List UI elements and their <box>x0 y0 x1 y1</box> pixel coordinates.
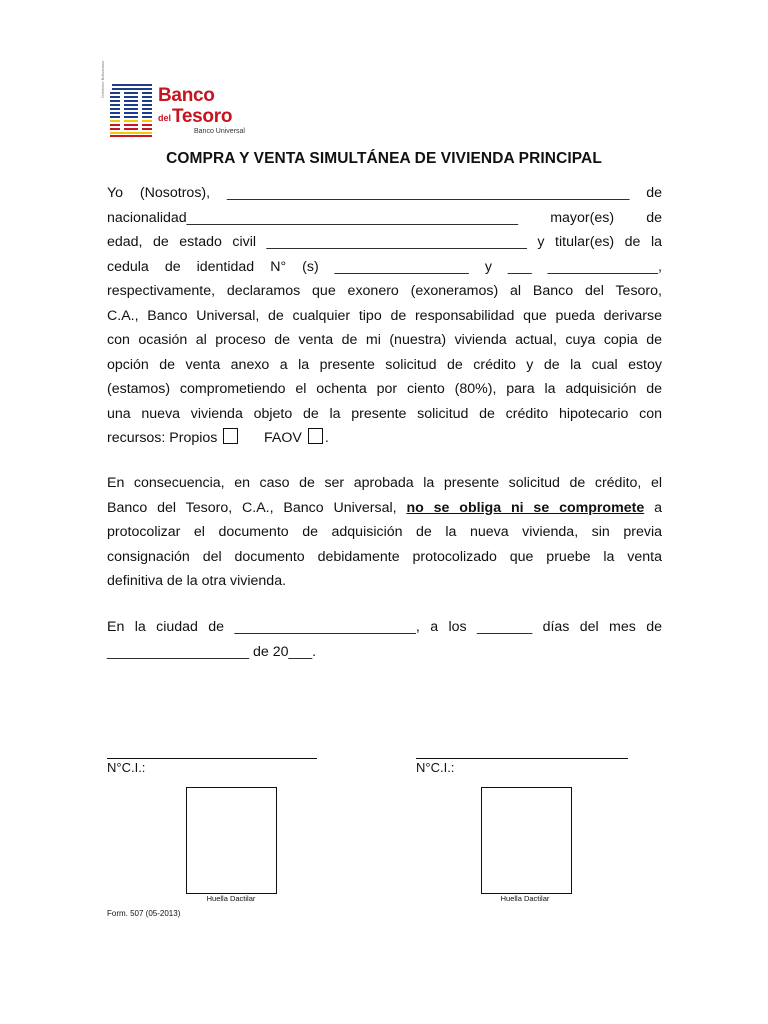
logo-tesoro: Tesoro <box>172 106 233 127</box>
fingerprint-label-right: Huella Dactilar <box>500 894 550 903</box>
declaration-line: opción de venta anexo a la presente solicitud de crédito y de la cual estoy <box>107 356 662 373</box>
logo-subtitle: Banco Universal <box>194 128 245 135</box>
consequence-line <box>107 496 662 521</box>
logo-vertical-text: Gobierno Bolivariano <box>100 60 105 98</box>
declaration-line: C.A., Banco Universal, de cualquier tipo de responsabilidad que pueda derivarse <box>107 307 662 324</box>
declaration-line: respectivamente, declaramos que exonero (exoneramos) al Banco del Tesoro, <box>107 283 662 299</box>
signature-line-right <box>416 758 628 759</box>
form-code: Form. 507 (05-2013) <box>107 909 181 918</box>
ci-label-right: N°C.I.: <box>416 760 455 775</box>
declaration-paragraph <box>107 181 662 451</box>
declaration-line: con ocasión al proceso de venta de mi (nuestra) vivienda actual, cuya copia de <box>107 332 662 348</box>
ci-label-left: N°C.I.: <box>107 760 146 775</box>
declaration-line: una nueva vivienda objeto de la presente solicitud de crédito hipotecario con <box>107 405 662 422</box>
logo-del: del <box>158 113 172 123</box>
declaration-line: Yo (Nosotros), ___________________________________________________ de <box>107 185 662 201</box>
resources-prefix: recursos: Propios <box>107 430 218 446</box>
resources-line <box>107 426 662 451</box>
place-date-line: En la ciudad de _______________________, a los _______ días del mes de <box>107 619 662 635</box>
declaration-line: edad, de estado civil _________________________________ y titular(es) de la <box>107 234 662 250</box>
logo-wordmark <box>158 85 245 135</box>
logo-banco: Banco <box>158 85 215 106</box>
consequence-line: En consecuencia, en caso de ser aprobada la presente solicitud de crédito, el <box>107 475 662 491</box>
consequence-paragraph <box>107 471 662 594</box>
no-obligation-emphasis: no se obliga ni se compromete <box>406 499 645 516</box>
faov-label: FAOV <box>264 430 302 446</box>
propios-checkbox[interactable] <box>223 428 238 444</box>
fingerprint-label-left: Huella Dactilar <box>206 894 256 903</box>
declaration-line: cedula de identidad N° (s) _________________ y ___ ______________, <box>107 258 662 275</box>
declaration-line: (estamos) comprometiendo el ochenta por ciento (80%), para la adquisición de <box>107 381 662 397</box>
declaration-line: nacionalidad__________________________________________ mayor(es) de <box>107 209 662 226</box>
faov-checkbox[interactable] <box>308 428 323 444</box>
place-date-paragraph <box>107 615 662 664</box>
fingerprint-box-right <box>481 787 572 894</box>
fingerprint-box-left <box>186 787 277 894</box>
consequence-line: protocolizar el documento de adquisición de la nueva vivienda, sin previa <box>107 524 662 540</box>
bank-logo <box>100 60 254 142</box>
resources-end: . <box>324 430 329 446</box>
document-title: COMPRA Y VENTA SIMULTÁNEA DE VIVIENDA PRINCIPAL <box>166 150 602 167</box>
bank-logo-icon <box>104 80 156 138</box>
signature-line-left <box>107 758 317 759</box>
place-date-line: __________________ de 20___. <box>107 643 317 660</box>
consequence-text: Banco del Tesoro, C.A., Banco Universal, <box>107 499 397 516</box>
consequence-line: definitiva de la otra vivienda. <box>107 573 287 589</box>
consequence-line: consignación del documento debidamente protocolizado que pruebe la venta <box>107 548 662 565</box>
consequence-text: a <box>654 499 662 516</box>
